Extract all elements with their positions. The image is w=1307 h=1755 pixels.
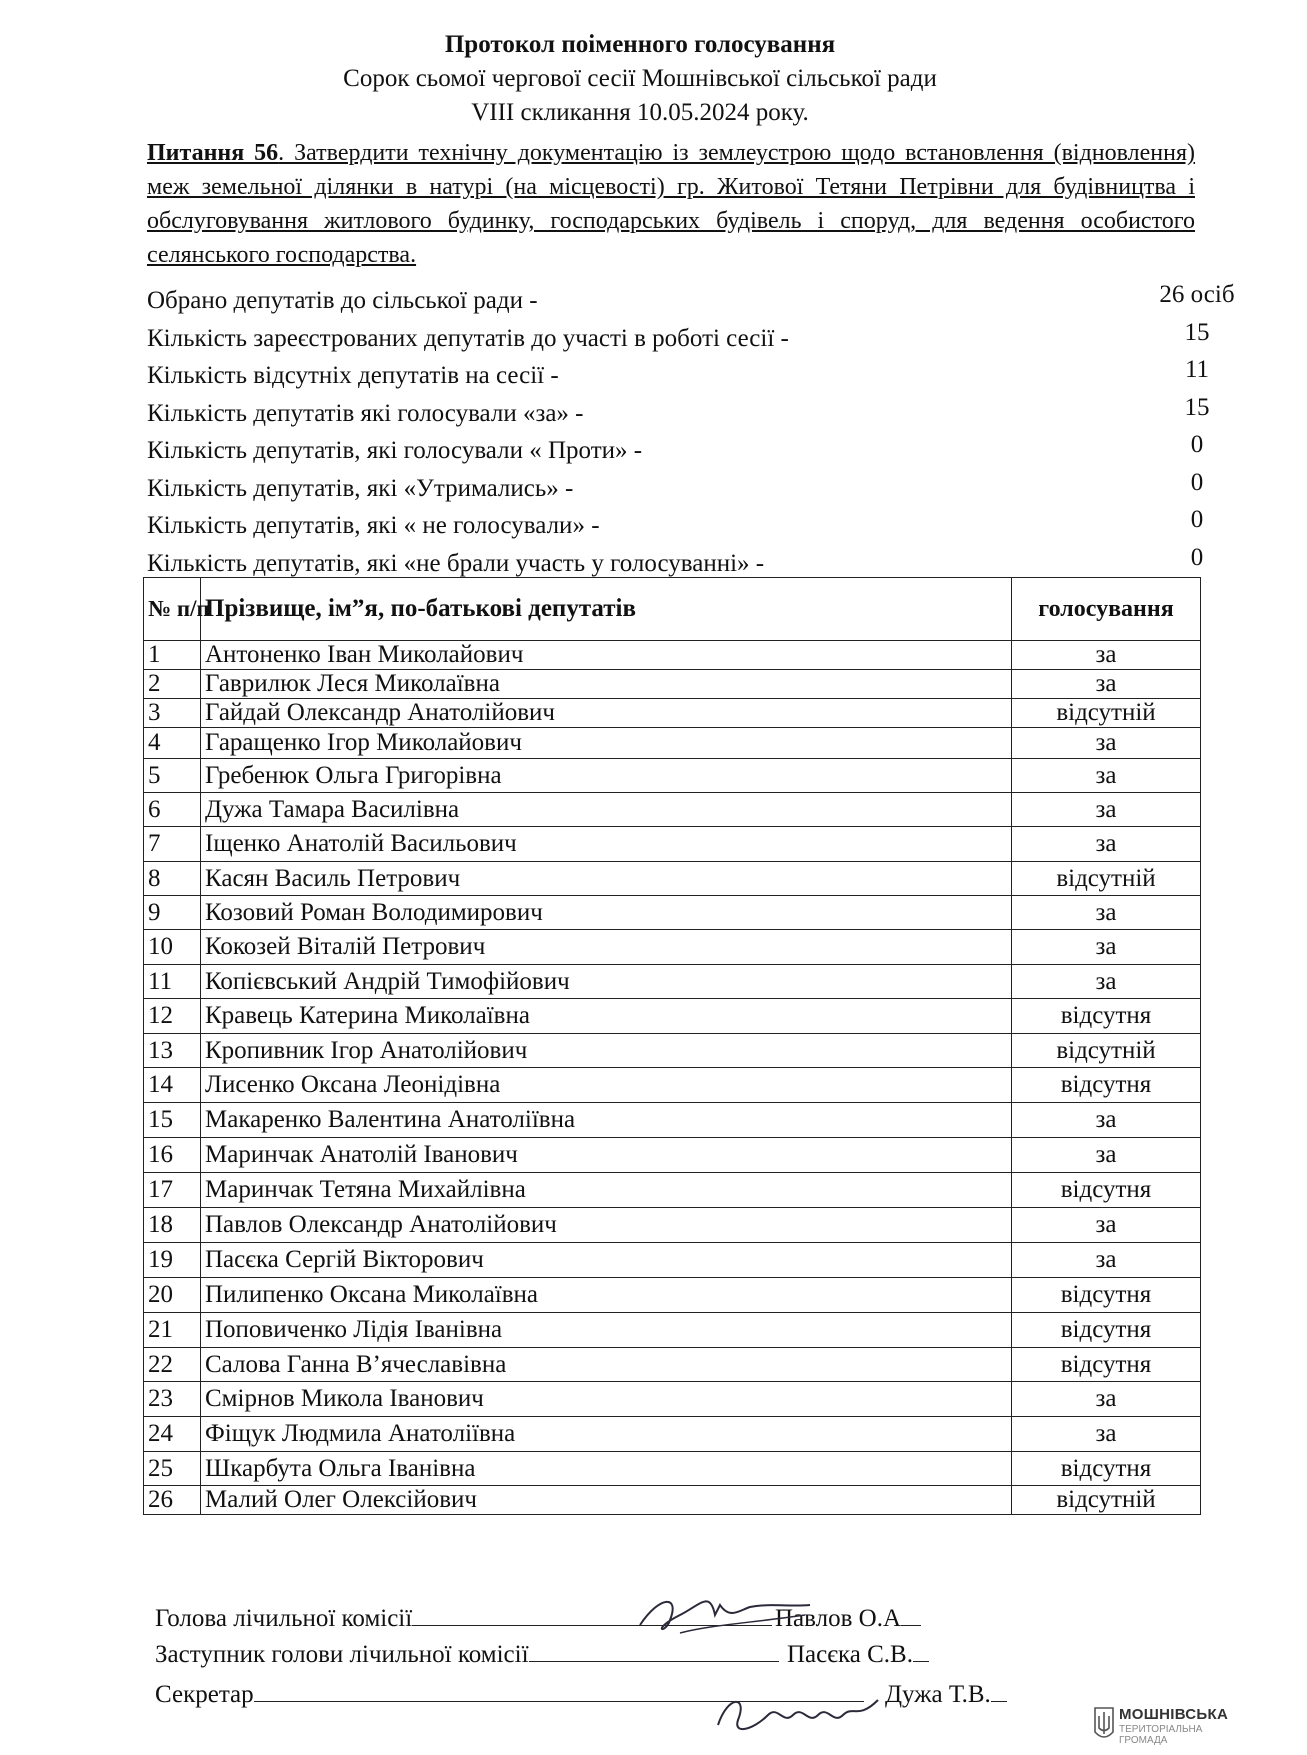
row-number: 1 [144, 641, 201, 670]
table-row [144, 1103, 1201, 1138]
row-number: 21 [144, 1313, 201, 1348]
agenda-question [147, 136, 1195, 272]
row-number: 26 [144, 1486, 201, 1515]
stat-row [147, 318, 1210, 358]
vote-result: відсутня [1012, 1348, 1201, 1382]
stat-label: Кількість депутатів які голосували «за» - [147, 399, 584, 427]
vote-result: за [1012, 1417, 1201, 1452]
stat-row [147, 356, 1210, 395]
chair-name: Павлов О.А [775, 1603, 921, 1633]
stat-label: Кількість зареєстрованих депутатів до участі в роботі сесії - [147, 324, 789, 352]
deputy-name: Павлов Олександр Анатолійович [201, 1208, 1012, 1243]
table-row [144, 1382, 1201, 1417]
logo-line2: ТЕРИТОРІАЛЬНА ГРОМАДА [1119, 1724, 1203, 1746]
stat-label: Кількість депутатів, які «не брали участь у голосуванні» - [147, 549, 765, 577]
document-subtitle-line2: VIII скликання 10.05.2024 року. [471, 99, 809, 126]
row-number: 7 [144, 827, 201, 862]
vote-result: за [1012, 1243, 1201, 1278]
vote-result: за [1012, 930, 1201, 965]
vote-result: за [1012, 759, 1201, 793]
deputy-name: Малий Олег Олексійович [201, 1486, 1012, 1515]
document-header [140, 28, 1140, 130]
vote-result: за [1012, 641, 1201, 670]
vote-result: відсутній [1012, 862, 1201, 896]
stat-label: Кількість депутатів, які голосували « Проти» - [147, 437, 643, 464]
row-number: 19 [144, 1243, 201, 1278]
deputy-name: Пасєка С.В. [787, 1639, 929, 1669]
vote-result: за [1012, 793, 1201, 827]
stat-label: Кількість депутатів, які « не голосували» - [147, 512, 600, 539]
stat-row [147, 281, 1235, 320]
deputy-name: Фіщук Людмила Анатоліївна [201, 1417, 1012, 1452]
deputy-name: Маринчак Тетяна Михайлівна [201, 1173, 1012, 1208]
vote-result: відсутня [1012, 999, 1201, 1034]
row-number: 9 [144, 896, 201, 930]
deputy-name: Копієвський Андрій Тимофійович [201, 965, 1012, 999]
table-row [144, 1417, 1201, 1452]
stat-row [147, 431, 1204, 470]
deputy-name: Пилипенко Оксана Миколаївна [201, 1278, 1012, 1313]
vote-result: відсутня [1012, 1278, 1201, 1313]
chair-signature-scribble [620, 1585, 820, 1645]
vote-result: відсутній [1012, 1486, 1201, 1515]
row-number: 11 [144, 965, 201, 999]
table-row [144, 759, 1201, 793]
chair-label: Голова лічильної комісії [155, 1605, 413, 1632]
table-row [144, 670, 1201, 699]
vote-result: за [1012, 827, 1201, 862]
secretary-signature-scribble [708, 1690, 888, 1740]
vote-result: за [1012, 1208, 1201, 1243]
stat-value: 0 [1190, 506, 1204, 533]
table-row [144, 827, 1201, 862]
column-header-vote: голосування [1012, 578, 1201, 641]
table-row [144, 965, 1201, 999]
stat-value: 15 [1184, 318, 1210, 346]
deputy-name: Іщенко Анатолій Васильович [201, 827, 1012, 862]
deputy-name: Макаренко Валентина Анатоліївна [201, 1103, 1012, 1138]
deputy-name: Лисенко Оксана Леонідівна [201, 1068, 1012, 1103]
deputy-label: Заступник голови лічильної комісії [155, 1641, 529, 1668]
table-row [144, 1208, 1201, 1243]
row-number: 13 [144, 1034, 201, 1068]
deputy-name: Маринчак Анатолій Іванович [201, 1138, 1012, 1173]
row-number: 17 [144, 1173, 201, 1208]
vote-result: за [1012, 896, 1201, 930]
vote-result: за [1012, 1138, 1201, 1173]
stat-value: 11 [1184, 356, 1210, 383]
table-row [144, 641, 1201, 670]
stat-row [147, 506, 1204, 545]
roll-call-table [143, 577, 1201, 1515]
deputy-name: Гребенюк Ольга Григорівна [201, 759, 1012, 793]
table-row [144, 930, 1201, 965]
deputy-name: Шкарбута Ольга Іванівна [201, 1452, 1012, 1486]
row-number: 2 [144, 670, 201, 699]
deputy-name: Смірнов Микола Іванович [201, 1382, 1012, 1417]
table-row [144, 1173, 1201, 1208]
table-row [144, 862, 1201, 896]
logo-line1: МОШНІВСЬКА [1119, 1706, 1229, 1723]
deputy-name: Кравець Катерина Миколаївна [201, 999, 1012, 1034]
stat-row [147, 393, 1210, 433]
vote-summary [147, 281, 1235, 582]
deputy-name: Козовий Роман Володимирович [201, 896, 1012, 930]
stat-value: 0 [1190, 431, 1204, 458]
table-row [144, 1138, 1201, 1173]
table-row [144, 1486, 1201, 1515]
vote-result: за [1012, 1103, 1201, 1138]
row-number: 4 [144, 728, 201, 759]
question-text: . Затвердити технічну документацію із землеустрою щодо встановлення (відновлення) меж земельної ділянки в натурі (на місцевості) гр. Житової Тетяни Петрівни для будівництва і обслуговування житлового будинку, господарських будівель і споруд, для ведення особистого селянського господарства. [147, 140, 1196, 268]
deputy-name: Поповиченко Лідія Іванівна [201, 1313, 1012, 1348]
vote-result: відсутній [1012, 1034, 1201, 1068]
table-row [144, 1313, 1201, 1348]
deputy-name: Кропивник Ігор Анатолійович [201, 1034, 1012, 1068]
stat-row [147, 468, 1204, 508]
stat-value: 26 осіб [1159, 281, 1235, 308]
deputy-name: Антоненко Іван Миколайович [201, 641, 1012, 670]
stat-label: Кількість відсутніх депутатів на сесії - [147, 362, 559, 389]
vote-result: за [1012, 670, 1201, 699]
table-row [144, 1452, 1201, 1486]
table-row [144, 1034, 1201, 1068]
vote-result: відсутня [1012, 1452, 1201, 1486]
row-number: 20 [144, 1278, 201, 1313]
stat-value: 0 [1190, 543, 1204, 571]
column-header-name: Прізвище, ім”я, по-батькові депутатів [201, 578, 1012, 641]
vote-result: відсутня [1012, 1068, 1201, 1103]
document-subtitle-line1: Сорок сьомої чергової сесії Мошнівської сільської ради [343, 65, 937, 92]
row-number: 15 [144, 1103, 201, 1138]
table-row [144, 1278, 1201, 1313]
deputy-name: Дужа Тамара Василівна [201, 793, 1012, 827]
question-number: Питання 56 [147, 140, 279, 166]
table-header-row [144, 578, 1201, 641]
row-number: 22 [144, 1348, 201, 1382]
row-number: 25 [144, 1452, 201, 1486]
secretary-label: Секретар [155, 1681, 254, 1708]
vote-result: за [1012, 1382, 1201, 1417]
vote-result: відсутня [1012, 1313, 1201, 1348]
stat-label: Обрано депутатів до сільської ради - [147, 287, 538, 314]
table-row [144, 699, 1201, 728]
table-row [144, 1243, 1201, 1278]
row-number: 3 [144, 699, 201, 728]
table-row [144, 999, 1201, 1034]
row-number: 5 [144, 759, 201, 793]
deputy-name: Салова Ганна В’ячеславівна [201, 1348, 1012, 1382]
community-logo [1093, 1704, 1233, 1748]
table-row [144, 1068, 1201, 1103]
row-number: 14 [144, 1068, 201, 1103]
row-number: 8 [144, 862, 201, 896]
deputy-name: Гайдай Олександр Анатолійович [201, 699, 1012, 728]
table-row [144, 793, 1201, 827]
stat-value: 15 [1184, 393, 1210, 421]
row-number: 16 [144, 1138, 201, 1173]
column-header-number: № п/п [144, 578, 201, 641]
trident-crest-icon [1093, 1706, 1115, 1744]
deputy-name: Гаращенко Ігор Миколайович [201, 728, 1012, 759]
vote-result: за [1012, 965, 1201, 999]
row-number: 18 [144, 1208, 201, 1243]
document-title: Протокол поіменного голосування [444, 31, 836, 58]
vote-result: відсутній [1012, 699, 1201, 728]
stat-label: Кількість депутатів, які «Утримались» - [147, 474, 574, 502]
row-number: 24 [144, 1417, 201, 1452]
row-number: 6 [144, 793, 201, 827]
deputy-name: Касян Василь Петрович [201, 862, 1012, 896]
secretary-name: Дужа Т.В. [885, 1679, 1007, 1709]
deputy-name: Гаврилюк Леся Миколаївна [201, 670, 1012, 699]
stat-value: 0 [1190, 468, 1204, 496]
table-row [144, 896, 1201, 930]
table-row [144, 1348, 1201, 1382]
vote-result: за [1012, 728, 1201, 759]
vote-result: відсутня [1012, 1173, 1201, 1208]
row-number: 23 [144, 1382, 201, 1417]
row-number: 10 [144, 930, 201, 965]
row-number: 12 [144, 999, 201, 1034]
deputy-name: Кокозей Віталій Петрович [201, 930, 1012, 965]
table-row [144, 728, 1201, 759]
deputy-name: Пасєка Сергій Вікторович [201, 1243, 1012, 1278]
